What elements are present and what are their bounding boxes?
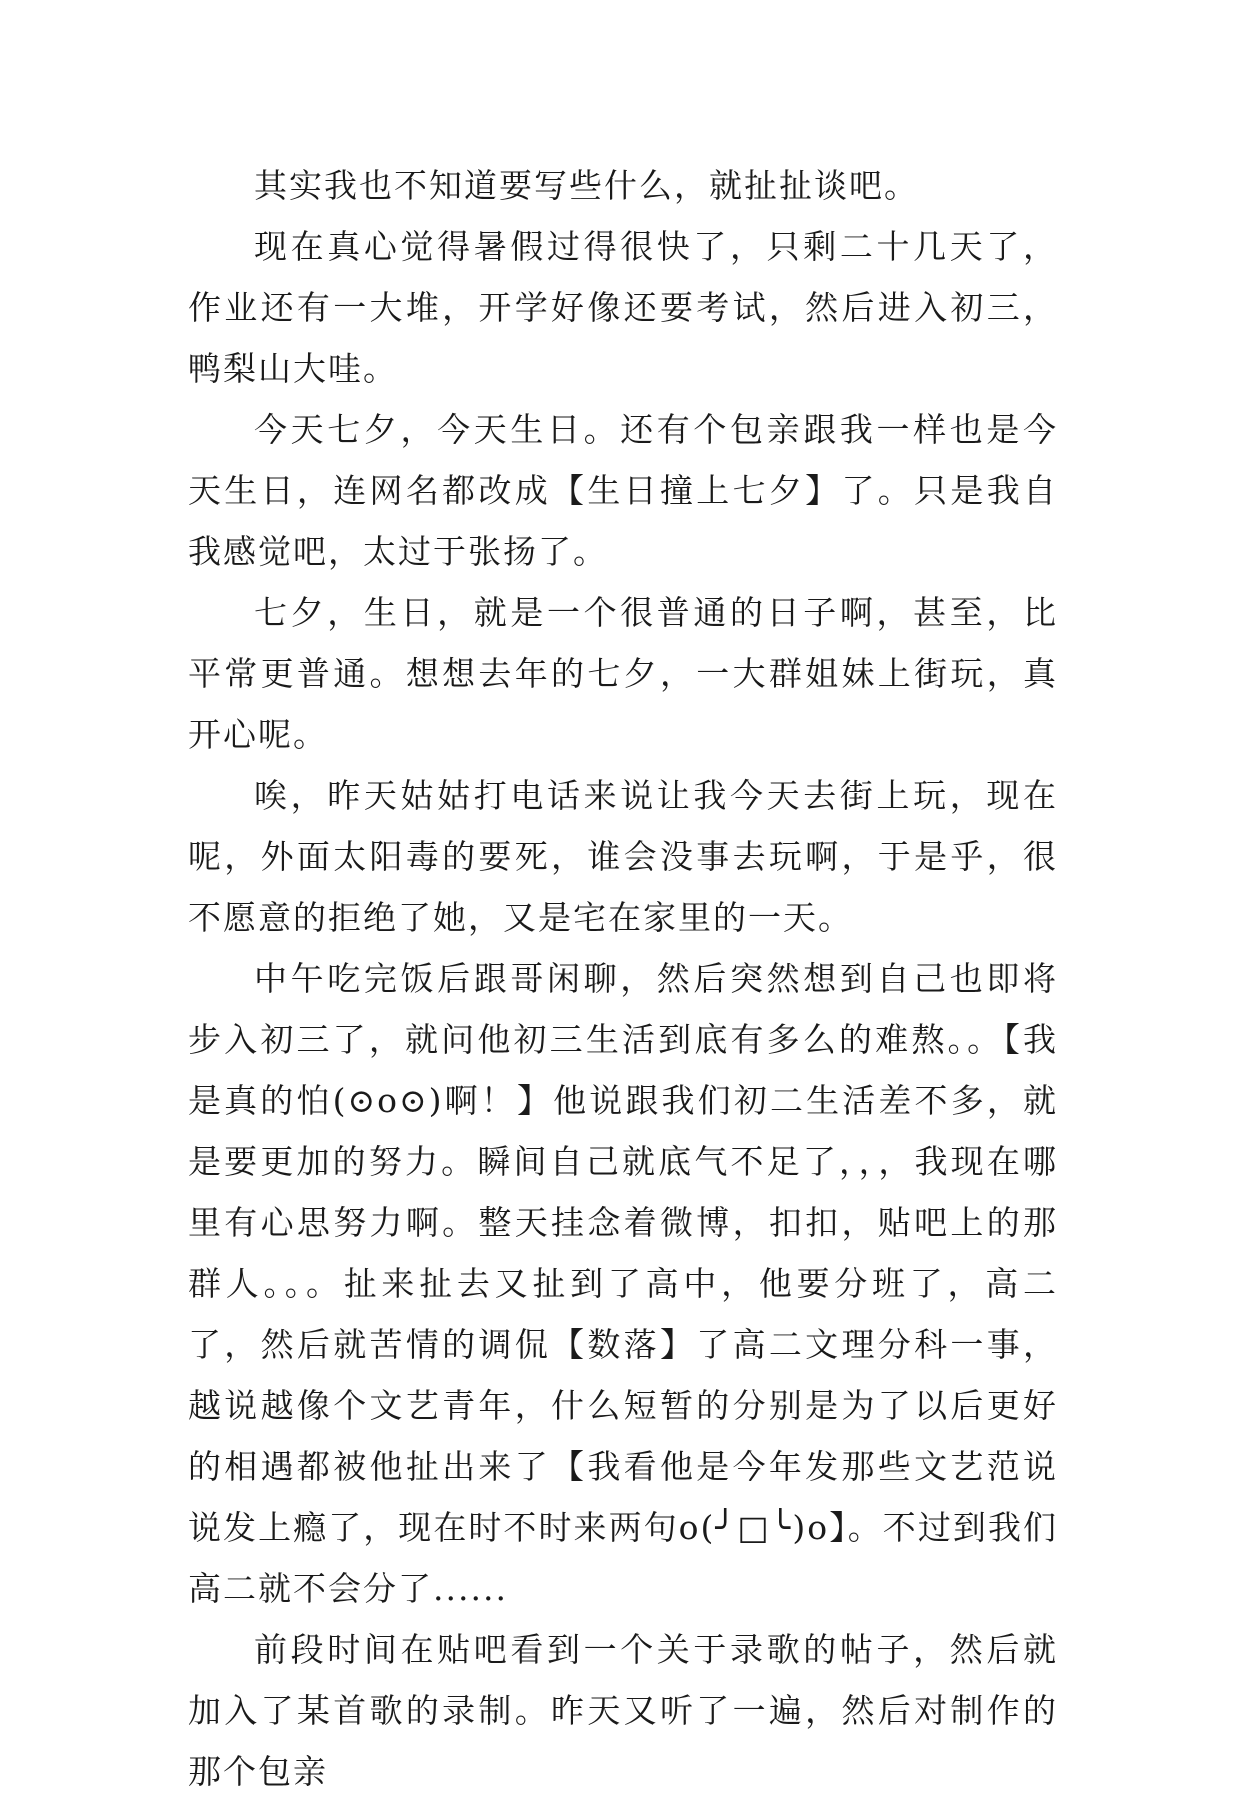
document-body — [188, 155, 1058, 1802]
paragraph-1: 其实我也不知道要写些什么，就扯扯谈吧。 — [254, 166, 919, 205]
paragraph-6: 中午吃完饭后跟哥闲聊，然后突然想到自己也即将步入初三了，就问他初三生活到底有多么的难熬。。【我是真的怕(⊙o⊙)啊！】他说跟我们初二生活差不多，就是要更加的努力。瞬间自己就底气不足了，，，我现在哪里有心思努力啊。整天挂念着微博，扣扣，贴吧上的那群人。。。扯来扯去又扯到了高中，他要分班了，高二了，然后就苦情的调侃【数落】了高二文理分科一事，越说越像个文艺青年，什么短暂的分别是为了以后更好的相遇都被他扯出来了【我看他是今年发那些文艺范说说发上瘾了，现在时不时来两句o(╯□╰)o】。不过到我们高二就不会分了...... — [188, 959, 1058, 1608]
paragraph-4: 七夕，生日，就是一个很普通的日子啊，甚至，比平常更普通。想想去年的七夕，一大群姐妹上街玩，真开心呢。 — [188, 593, 1058, 754]
paragraph-2: 现在真心觉得暑假过得很快了，只剩二十几天了，作业还有一大堆，开学好像还要考试，然后进入初三，鸭梨山大哇。 — [188, 227, 1058, 388]
paragraph-7: 前段时间在贴吧看到一个关于录歌的帖子，然后就加入了某首歌的录制。昨天又听了一遍，然后对制作的那个包亲 — [188, 1630, 1058, 1791]
paragraph-3: 今天七夕，今天生日。还有个包亲跟我一样也是今天生日，连网名都改成【生日撞上七夕】了。只是我自我感觉吧，太过于张扬了。 — [188, 410, 1058, 571]
paragraph-5: 唉，昨天姑姑打电话来说让我今天去街上玩，现在呢，外面太阳毒的要死，谁会没事去玩啊，于是乎，很不愿意的拒绝了她，又是宅在家里的一天。 — [188, 776, 1058, 937]
